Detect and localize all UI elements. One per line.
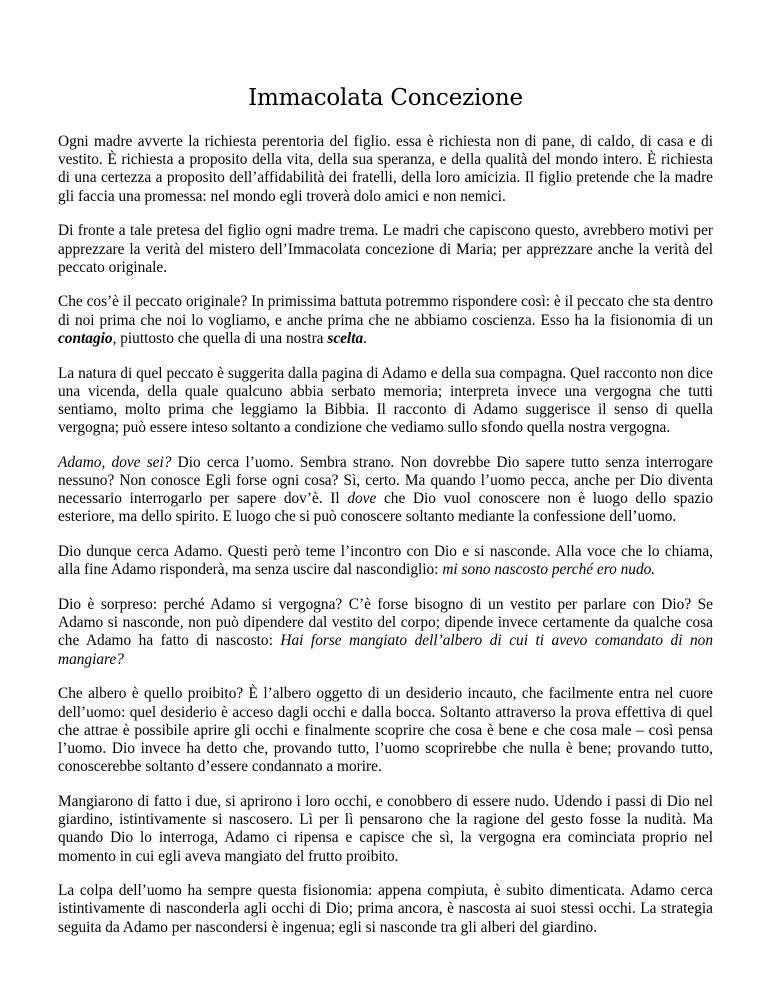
paragraph-text: La colpa dell’uomo ha sempre questa fisionomia: appena compiuta, è subito dimenticata. Adamo cerca istintivamente di nasconderla agli occhi di Dio; prima ancora, è nascosta ai suoi stessi occhi. La strategia seguita da Adamo per nascondersi è ingenua; egli si nasconde tra gli alberi del giardino. — [58, 882, 713, 936]
paragraph-text: La natura di quel peccato è suggerita dalla pagina di Adamo e della sua compagna. Quel racconto non dice una vicenda, della quale qualcuno abbia serbato memoria; interpreta invece una vergogna che tutti sentiamo, molto prima che leggiamo la Bibbia. Il racconto di Adamo suggerisce il senso di quella vergogna; può essere inteso soltanto a condizione che vediamo sullo sfondo quella nostra vergogna. — [58, 364, 713, 437]
paragraph — [58, 222, 713, 277]
paragraph-text: Ogni madre avverte la richiesta perentoria del figlio. essa è richiesta non di pane, di caldo, di casa e di vestito. È richiesta a proposito della vita, della sua speranza, e della qualità del mondo intero. È richiesta di una certezza a proposito dell’affidabilità dei fratelli, della loro amicizia. Il figlio pretende che la madre gli faccia una promessa: nel mondo egli troverà dolo amici e non nemici. — [58, 133, 713, 205]
paragraph-text: Dio è sorpreso: perché Adamo si vergogna? C’è forse bisogno di un vestito per parlare con Dio? Se Adamo si nasconde, non può dipendere dal vestito del corpo; dipende invece certamente da qualche cosa che Adamo ha fatto di nascosto: — [58, 596, 713, 650]
paragraph-text: Dio dunque cerca Adamo. Questi però teme l’incontro con Dio e si nasconde. Alla voce che lo chiama, alla fine Adamo risponderà, ma senza uscire dal nascondiglio: — [58, 543, 713, 579]
emphasis-text: mi sono nascosto perché ero nudo. — [442, 561, 656, 579]
paragraph-text: Mangiarono di fatto i due, si aprirono i loro occhi, e conobbero di essere nudo. Udendo i passi di Dio nel giardino, istintivamente si nascosero. Lì per lì pensarono che la ragione del gesto fosse la nudità. Ma quando Dio lo interroga, Adamo ci ripensa e capisce che sì, la vergogna era cominciata proprio nel momento in cui egli aveva mangiato del frutto proibito. — [58, 792, 713, 865]
emphasis-text: dove — [347, 490, 377, 508]
paragraph-text: Che albero è quello proibito? È l’albero oggetto di un desiderio incauto, che facilmente entra nel cuore dell’uomo: quel desiderio è acceso dagli occhi e dalla bocca. Soltanto attraverso la prova effettiva di quel che attrae è possibile aprire gli occhi e finalmente scoprire che cosa è bene e che cosa male – così pensa l’uomo. Dio invece ha detto che, provando tutto, l’uomo scoprirebbe che nulla è bene; provando tutto, conoscerebbe soltanto d’essere condannato a morire. — [58, 685, 713, 776]
page-title: Immacolata Concezione — [248, 85, 523, 111]
paragraph-text: Che cos’è il peccato originale? In primissima battuta potremmo rispondere così: è il peccato che sta dentro di noi prima che noi lo vogliamo, e anche prima che ne abbiamo coscienza. Esso ha la fisionomia di un — [58, 293, 713, 329]
paragraph — [58, 454, 713, 527]
paragraph-text: Dio cerca l’uomo. Sembra strano. Non dovrebbe Dio sapere tutto senza interrogare nessuno? Non conosce Egli forse ogni cosa? Sì, certo. Ma quando l’uomo pecca, anche per Dio diventa necessario interrogarlo per sapere dov’è. Il — [58, 453, 713, 508]
paragraph-text: . — [363, 329, 367, 347]
paragraph — [58, 882, 713, 937]
emphasis-text: Hai forse mangiato dell’albero di cui ti avevo comandato di non mangiare? — [58, 632, 713, 668]
paragraph-text: Di fronte a tale pretesa del figlio ogni madre trema. Le madri che capiscono questo, avrebbero motivi per apprezzare la verità del mistero dell’Immacolata concezione di Maria; per apprezzare anche la verità del peccato originale. — [58, 222, 713, 276]
paragraph — [58, 793, 713, 866]
emphasis-text: Adamo, dove sei? — [58, 453, 172, 471]
paragraph-text: che Dio vuol conoscere non è luogo dello spazio esteriore, ma dello spirito. E luogo che si può conoscere soltanto mediante la confessione dell’uomo. — [58, 490, 713, 526]
emphasis-text: scelta — [327, 329, 364, 347]
emphasis-text: contagio — [58, 329, 113, 347]
paragraph — [58, 133, 713, 206]
paragraph — [58, 596, 713, 669]
paragraph — [58, 365, 713, 438]
paragraph — [58, 685, 713, 776]
paragraph — [58, 293, 713, 348]
document-body — [58, 133, 713, 937]
paragraph-text: , piuttosto che quella di una nostra — [112, 329, 328, 347]
paragraph — [58, 543, 713, 579]
